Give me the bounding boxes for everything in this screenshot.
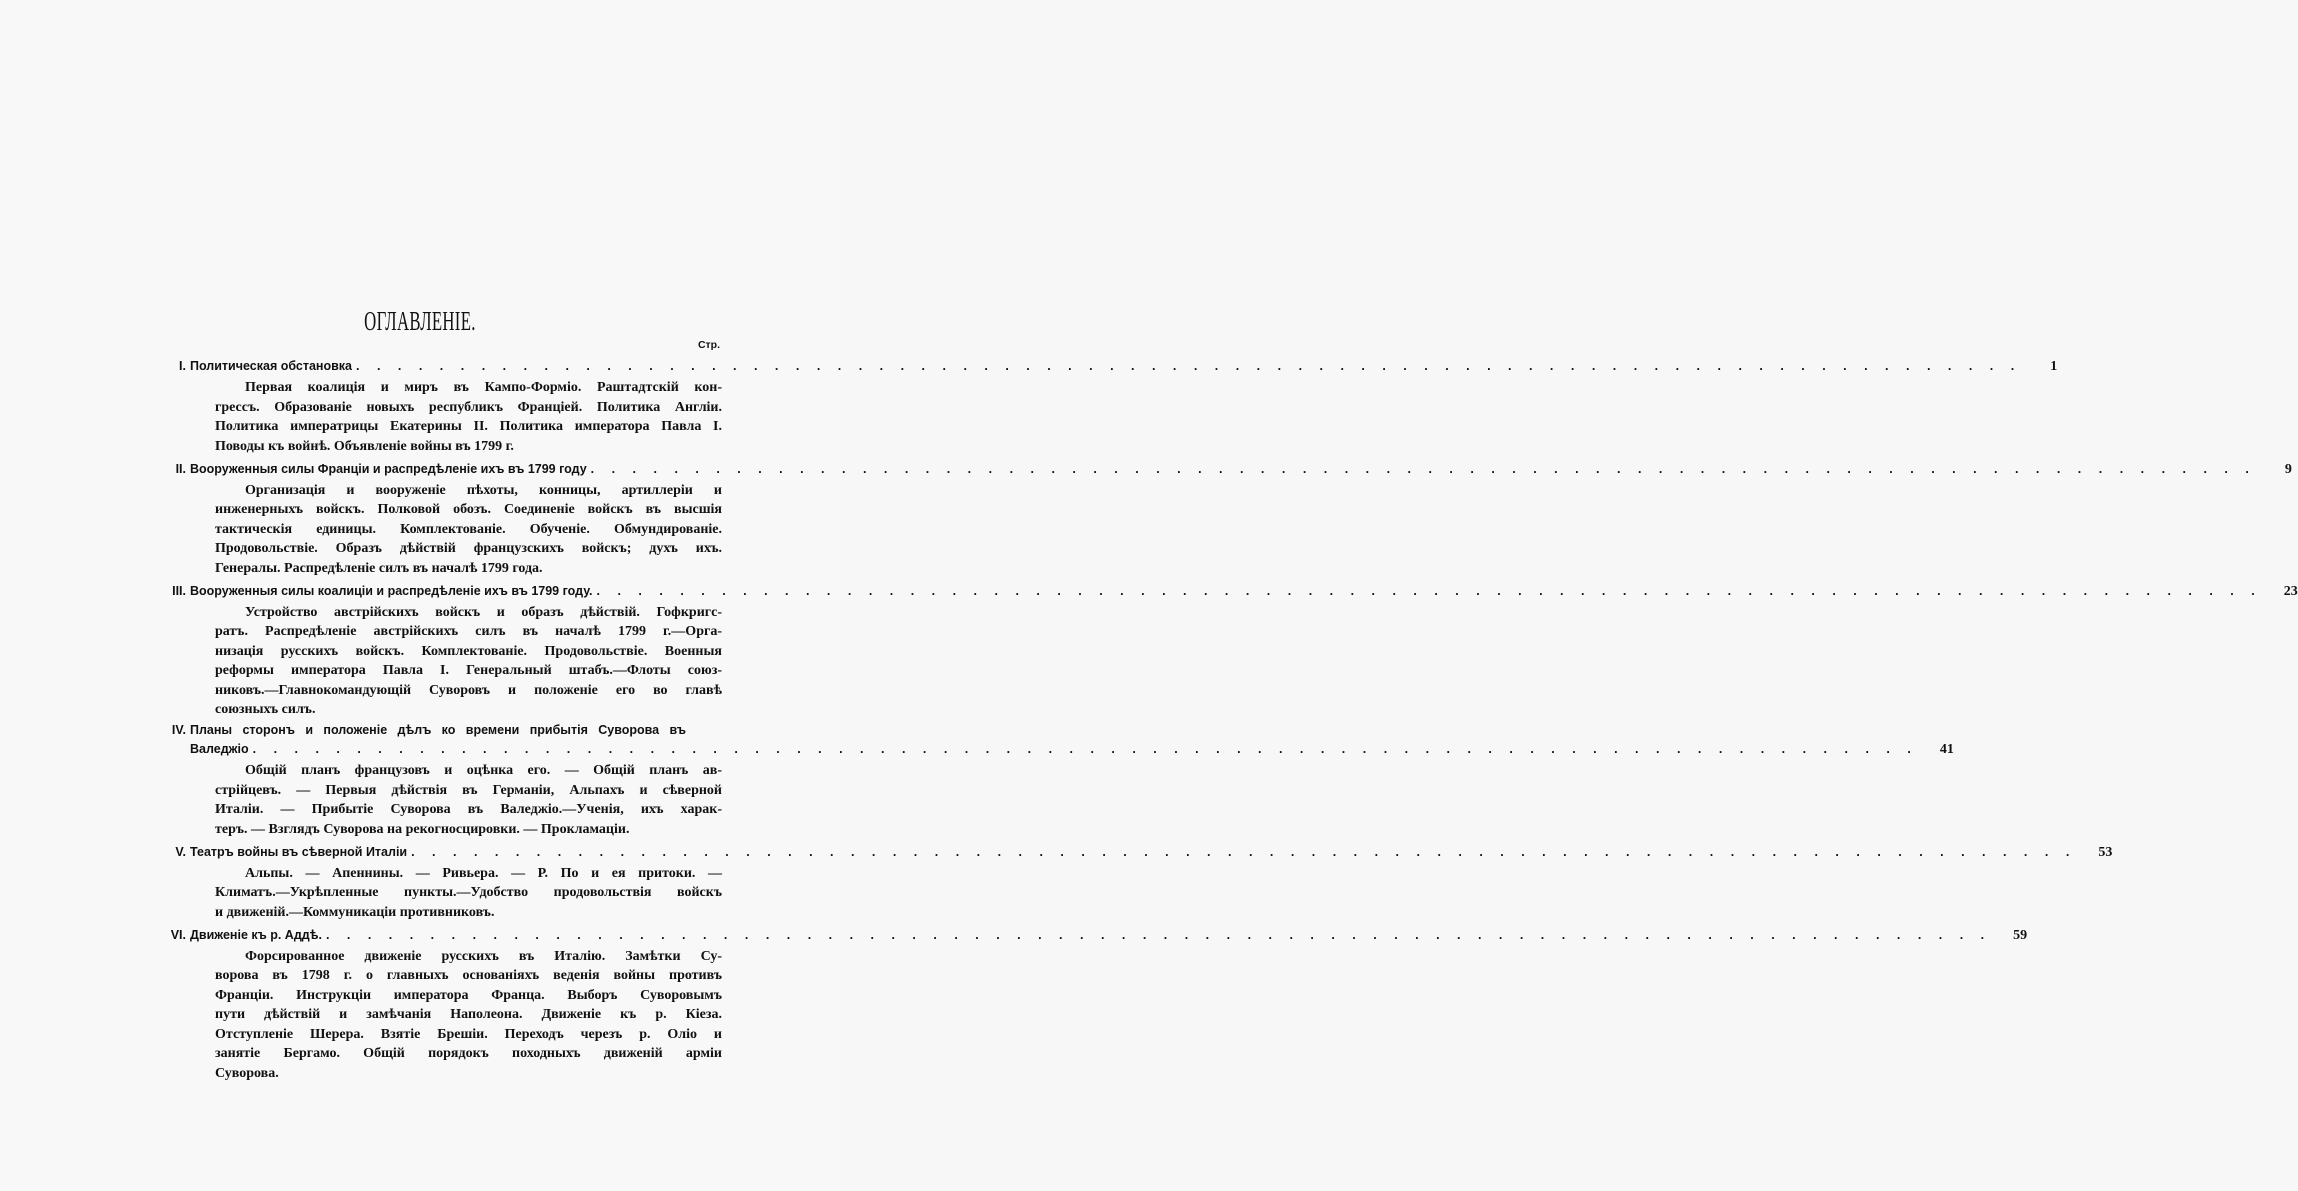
- summary-line: и движеній.—Коммуникаціи противниковъ.: [215, 904, 495, 920]
- chapter-title: Вооруженныя силы коалиціи и распредѣленіе ихъ въ 1799 году.: [190, 583, 593, 598]
- chapter-title: Театръ войны въ сѣверной Италіи: [190, 844, 408, 859]
- dot-leader: . . . . . . . . . . . . . . . . . . . . . . . . . . . . . . . . . . . . . . . . . . . . . . . . . . . . . . . . . . . . . . . . . . . . . . . . . . . . . . . .: [411, 844, 2077, 859]
- page-title: [0, 303, 840, 339]
- chapter-title-continuation: Валеджіо: [190, 742, 249, 756]
- summary-line: Политика императрицы Екатерины II. Политика императора Павла I.: [215, 419, 722, 434]
- summary-line: ратъ. Распредѣленіе австрійскихъ силъ въ началѣ 1799 г.—Орга-: [215, 624, 722, 639]
- summary-line: тактическія единицы. Комплектованіе. Обученіе. Обмундированіе.: [215, 521, 722, 537]
- summary-line: стрійцевъ. — Первыя дѣйствія въ Германіи, Альпахъ и сѣверной: [215, 782, 722, 798]
- page-number: 9: [2284, 461, 2292, 477]
- summary-line: Отступленіе Шерера. Взятіе Брешіи. Переходъ черезъ р. Оліо и: [215, 1026, 722, 1042]
- chapter-title: Движеніе къ р. Аддѣ.: [190, 927, 322, 942]
- dot-leader: . . . . . . . . . . . . . . . . . . . . . . . . . . . . . . . . . . . . . . . . . . . . . . . . . . . . . . . . . . . . . . . . . . . . . . . . . . . . . . . .: [356, 359, 2022, 373]
- chapter-summary: [215, 761, 722, 839]
- summary-line: ворова въ 1798 г. о главныхъ основаніяхъ веденія войны противъ: [215, 968, 722, 983]
- chapter-summary: [215, 603, 722, 720]
- chapter-summary: [215, 481, 722, 579]
- summary-line: инженерныхъ войскъ. Полковой обозъ. Соединеніе войскъ въ высшія: [215, 502, 722, 517]
- toc-heading: [150, 722, 722, 739]
- summary-line: реформы императора Павла I. Генеральный штабъ.—Флоты союз-: [215, 663, 722, 678]
- summary-line: Франціи. Инструкціи императора Франца. Выборъ Суворовымъ: [215, 987, 722, 1003]
- chapter-number: V.: [175, 844, 186, 859]
- page-number: 59: [2013, 927, 2028, 943]
- toc-heading: [150, 356, 2058, 376]
- chapter-number: II.: [175, 461, 186, 476]
- toc-heading-continuation: [150, 739, 1954, 759]
- summary-line: Организація и вооруженіе пѣхоты, конницы, артиллеріи и: [245, 482, 722, 498]
- summary-line: Климатъ.—Укрѣпленные пункты.—Удобство продовольствія войскъ: [215, 885, 722, 900]
- toc-entry: [150, 925, 2028, 1084]
- summary-line: Альпы. — Апеннины. — Ривьера. — Р. По и ея притоки. —: [245, 865, 722, 881]
- summary-line: Общій планъ французовъ и оцѣнка его. — Общій планъ ав-: [245, 763, 722, 778]
- summary-line: Первая коалиція и миръ въ Кампо-Форміо. Раштадтскій кон-: [245, 380, 722, 395]
- summary-line: Суворова.: [215, 1065, 279, 1081]
- summary-line: никовъ.—Главнокомандующій Суворовъ и положеніе его во главѣ: [215, 682, 722, 698]
- page-number: 1: [2050, 359, 2058, 374]
- dot-leader: . . . . . . . . . . . . . . . . . . . . . . . . . . . . . . . . . . . . . . . . . . . . . . . . . . . . . . . . . . . . . . . . . . . . . . . . . . . . . . . .: [590, 461, 2256, 476]
- chapter-number: IV.: [171, 723, 186, 737]
- chapter-title: Политическая обстановка: [190, 359, 353, 373]
- chapter-title: Планы сторонъ и положеніе дѣлъ ко времени прибытія Суворова въ: [190, 723, 686, 737]
- chapter-number: VI.: [170, 927, 186, 942]
- toc-heading: [150, 925, 2028, 945]
- chapter-title: Вооруженныя силы Франціи и распредѣленіе ихъ въ 1799 году: [190, 461, 587, 476]
- toc-entry: [150, 356, 2058, 456]
- summary-line: союзныхъ силъ.: [215, 702, 316, 717]
- summary-line: пути дѣйствій и замѣчанія Наполеона. Движеніе къ р. Кіеза.: [215, 1007, 722, 1022]
- chapter-summary: [215, 947, 722, 1084]
- summary-line: Поводы къ войнѣ. Объявленіе войны въ 1799 г.: [215, 438, 514, 454]
- dot-leader: . . . . . . . . . . . . . . . . . . . . . . . . . . . . . . . . . . . . . . . . . . . . . . . . . . . . . . . . . . . . . . . . . . . . . . . . . . . . . . . .: [325, 927, 1992, 942]
- summary-line: низація русскихъ войскъ. Комплектованіе. Продовольствіе. Военныя: [215, 643, 722, 659]
- dot-leader: . . . . . . . . . . . . . . . . . . . . . . . . . . . . . . . . . . . . . . . . . . . . . . . . . . . . . . . . . . . . . . . . . . . . . . . . . . . . . . . .: [596, 583, 2262, 598]
- chapter-number: I.: [179, 359, 186, 373]
- summary-line: Устройство австрійскихъ войскъ и образъ дѣйствій. Гофкригс-: [245, 604, 722, 620]
- toc-entry: [150, 581, 2298, 720]
- summary-line: грессъ. Образованіе новыхъ республикъ Франціей. Политика Англіи.: [215, 399, 722, 415]
- table-of-contents: [150, 356, 2298, 1086]
- page-title-text: ОГЛАВЛЕНІЕ.: [364, 306, 476, 336]
- toc-entry: [150, 722, 1954, 839]
- toc-heading: [150, 842, 2113, 862]
- page-column-label: Стр.: [697, 339, 720, 351]
- chapter-summary: [215, 864, 722, 923]
- summary-line: теръ. — Взглядъ Суворова на рекогносцировки. — Прокламаціи.: [215, 821, 630, 837]
- page-number: 53: [2098, 844, 2113, 860]
- dot-leader: . . . . . . . . . . . . . . . . . . . . . . . . . . . . . . . . . . . . . . . . . . . . . . . . . . . . . . . . . . . . . . . . . . . . . . . . . . . . . . . .: [252, 742, 1918, 756]
- summary-line: Италіи. — Прибытіе Суворова въ Валеджіо.—Ученія, ихъ харак-: [215, 802, 722, 817]
- summary-line: Продовольствіе. Образъ дѣйствій французскихъ войскъ; духъ ихъ.: [215, 541, 722, 556]
- toc-entry: [150, 459, 2292, 579]
- page-number: 23: [2283, 583, 2298, 599]
- chapter-summary: [215, 378, 722, 456]
- chapter-number: III.: [172, 583, 186, 598]
- page-number: 41: [1939, 742, 1954, 757]
- summary-line: Форсированное движеніе русскихъ въ Италію. Замѣтки Су-: [245, 948, 722, 964]
- toc-heading: [150, 581, 2298, 601]
- toc-heading: [150, 459, 2292, 479]
- summary-line: занятіе Бергамо. Общій порядокъ походныхъ движеній арміи: [215, 1046, 722, 1061]
- summary-line: Генералы. Распредѣленіе силъ въ началѣ 1799 года.: [215, 560, 543, 576]
- toc-entry: [150, 842, 2113, 923]
